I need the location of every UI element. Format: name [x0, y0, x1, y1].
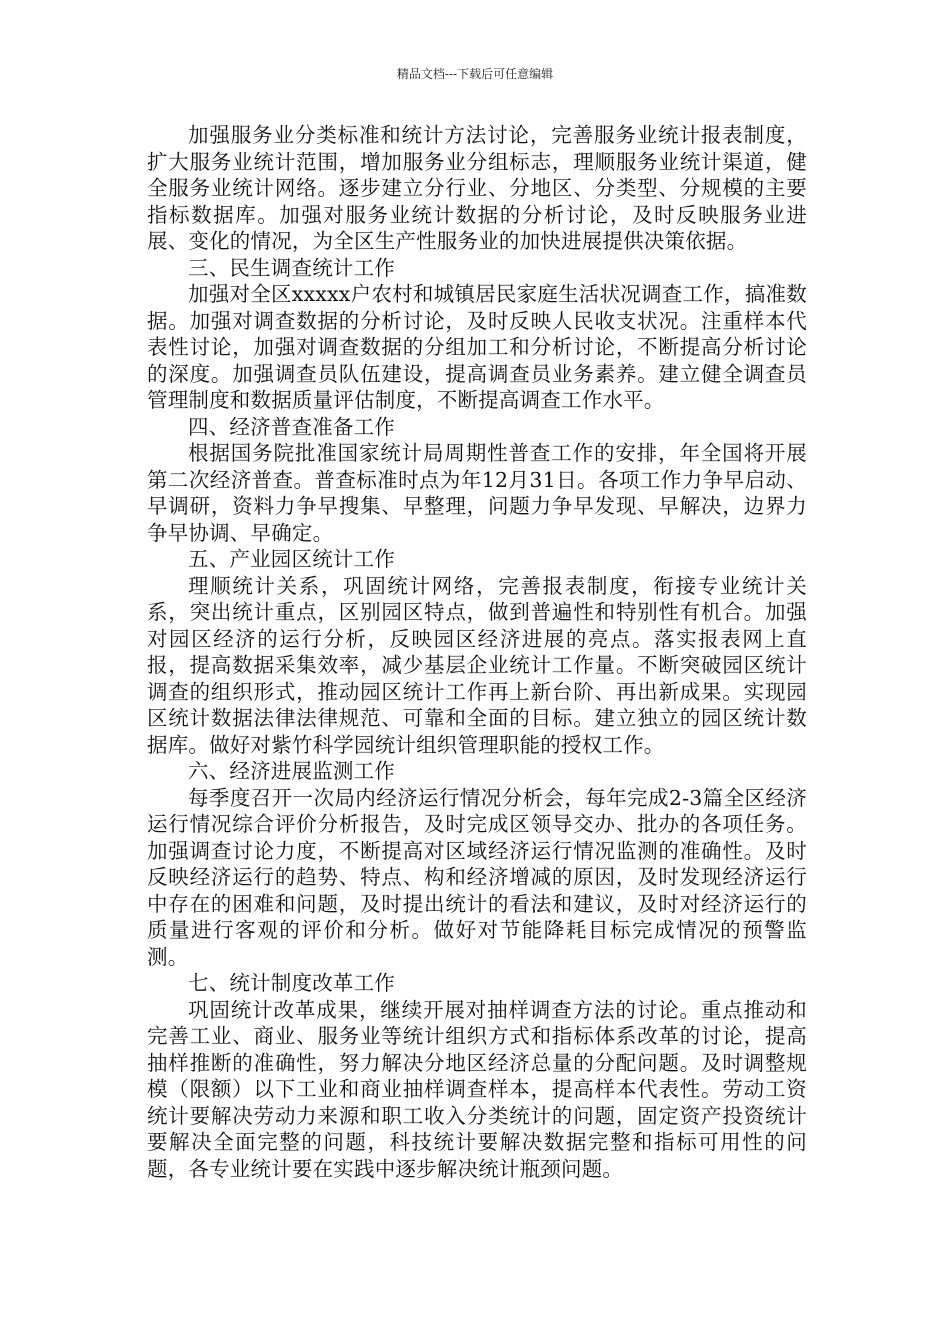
- section-heading-6: 六、经济进展监测工作: [188, 759, 395, 783]
- paragraph-economic-census: 根据国务院批准国家统计局周期性普查工作的安排，年全国将开展第二次经济普查。普查标准时点为年12月31日。各项工作力争早启动、早调研，资料力争早搜集、早整理，问题力争早发现、早解决，边界力争早协调、早确定。: [147, 441, 807, 545]
- paragraph-industrial-park: 理顺统计关系，巩固统计网络，完善报表制度，衔接专业统计关系，突出统计重点，区别园区特点，做到普遍性和特别性有机合。加强对园区经济的运行分析，反映园区经济进展的亮点。落实报表网上直报，提高数据采集效率，减少基层企业统计工作量。不断突破园区统计调查的组织形式，推动园区统计工作再上新台阶、再出新成果。实现园区统计数据法律法律规范、可靠和全面的目标。建立独立的园区统计数据库。做好对紫竹科学园统计组织管理职能的授权工作。: [147, 573, 807, 757]
- section-heading-7: 七、统计制度改革工作: [188, 971, 395, 995]
- paragraph-livelihood-survey: 加强对全区xxxxx户农村和城镇居民家庭生活状况调查工作，搞准数据。加强对调查数据的分析讨论，及时反映人民收支状况。注重样本代表性讨论，加强对调查数据的分组加工和分析讨论，不断提高分析讨论的深度。加强调查员队伍建设，提高调查员业务素养。建立健全调查员管理制度和数据质量评估制度，不断提高调查工作水平。: [147, 282, 807, 412]
- section-heading-4: 四、经济普查准备工作: [188, 414, 395, 439]
- section-heading-3: 三、民生调查统计工作: [188, 255, 395, 280]
- paragraph-system-reform: 巩固统计改革成果，继续开展对抽样调查方法的讨论。重点推动和完善工业、商业、服务业等统计组织方式和指标体系改革的讨论，提高抽样推断的准确性，努力解决分地区经济总量的分配问题。及时调整规模（限额）以下工业和商业抽样调查样本，提高样本代表性。劳动工资统计要解决劳动力来源和职工收入分类统计的问题，固定资产投资统计要解决全面完整的问题，科技统计要解决数据完整和指标可用性的问题，各专业统计要在实践中逐步解决统计瓶颈问题。: [147, 997, 807, 1181]
- section-heading-5: 五、产业园区统计工作: [188, 547, 395, 571]
- paragraph-service-statistics: 加强服务业分类标准和统计方法讨论，完善服务业统计报表制度，扩大服务业统计范围，增加服务业分组标志，理顺服务业统计渠道，健全服务业统计网络。逐步建立分行业、分地区、分类型、分规模的主要指标数据库。加强对服务业统计数据的分析讨论，及时反映服务业进展、变化的情况，为全区生产性服务业的加快进展提供决策依据。: [147, 123, 807, 253]
- paragraph-economic-monitoring: 每季度召开一次局内经济运行情况分析会，每年完成2-3篇全区经济运行情况综合评价分析报告，及时完成区领导交办、批办的各项任务。加强调查讨论力度，不断提高对区域经济运行情况监测的准确性。及时反映经济运行的趋势、特点、构和经济增减的原因，及时发现经济运行中存在的困难和问题，及时提出统计的看法和建议，及时对经济运行的质量进行客观的评价和分析。做好对节能降耗目标完成情况的预警监测。: [147, 785, 807, 969]
- document-body: [147, 122, 807, 1182]
- page-header: 精品文档---下载后可任意编辑: [396, 67, 554, 81]
